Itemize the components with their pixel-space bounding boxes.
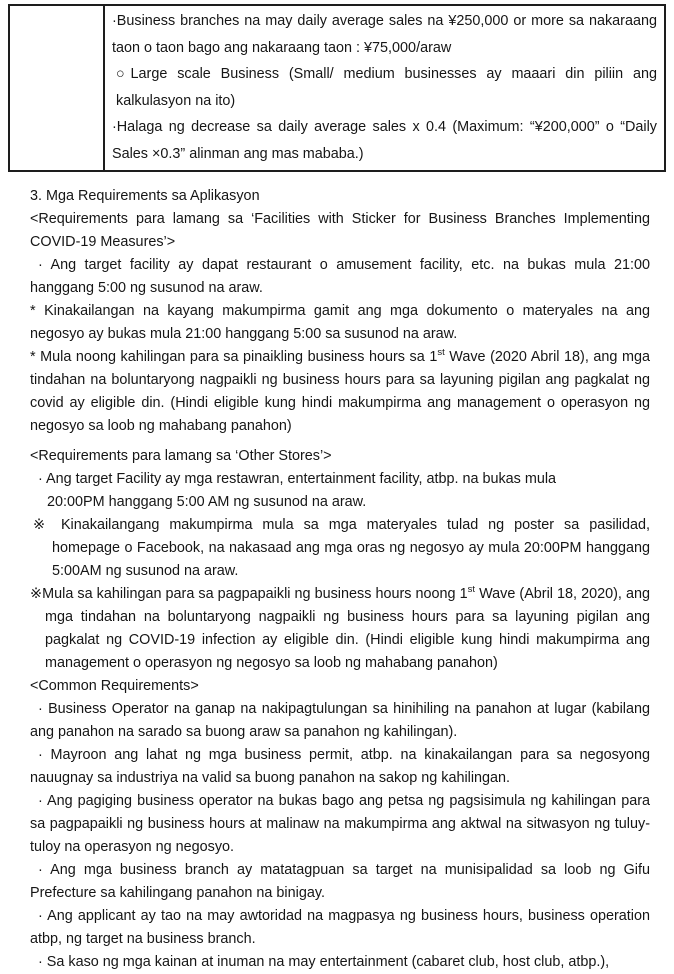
table-cell-content (104, 5, 665, 171)
first-wave-text-pre: * Mula noong kahilingan para sa pinaikling business hours sa 1 (30, 349, 438, 365)
common-bullet-entertainment: · Sa kaso ng mga kainan at inuman na may entertainment (cabaret club, host club, atbp.), (38, 954, 610, 970)
common-bullet-operator-continuity: · Ang pagiging business operator na bukas bago ang petsa ng pagsisimula ng kahilingan para sa pagpapaikli ng business hours at malinaw na makumpirma ang aktwal na sitwasyon ng tuluy-tuloy na operasyon ng negosyo. (30, 793, 650, 855)
document-page (0, 4, 674, 974)
table-cell-empty (9, 5, 104, 171)
sticker-requirements-title: <Requirements para lamang sa ‘Facilities with Sticker for Business Branches Implementing COVID-19 Measures’> (30, 211, 650, 250)
sticker-note-confirmation: * Kinakailangan na kayang makumpirma gamit ang mga dokumento o materyales na ang negosyo ay bukas mula 21:00 hanggang 5:00 sa susunod na araw. (30, 303, 650, 342)
common-bullet-applicant-authority: · Ang applicant ay tao na may awtoridad na magpasya ng business hours, business operation atbp, ng target na business branch. (30, 908, 650, 947)
first-wave-text-post: Wave (Abril 18, 2020), ang mga tindahan na boluntaryong nagpaikli ng business hours para sa layuning pigilan ang pagkalat ng COVID-19 infection ay eligible din. (Hindi eligible kung hindi makumpirma ang management o operasyon ng negosyo sa loob ng mahabang panahon) (45, 586, 650, 671)
section-heading: 3. Mga Requirements sa Aplikasyon (30, 188, 260, 204)
document-body (30, 185, 650, 974)
first-wave-ordinal-suffix: st (437, 347, 445, 359)
other-note-confirmation: ※ Kinakailangang makumpirma mula sa mga materyales tulad ng poster sa pasilidad, homepage o Facebook, na nakasaad ang mga oras ng negosyo ay mula 20:00PM hanggang 5:00AM ng susunod na araw. (33, 517, 650, 579)
first-wave-text-pre: ※Mula sa kahilingan para sa pagpapaikli ng business hours noong 1 (30, 586, 468, 602)
sticker-bullet-target-facility: · Ang target facility ay dapat restaurant o amusement facility, etc. na bukas mula 21:00 hanggang 5:00 ng susunod na araw. (30, 257, 650, 296)
common-bullet-permits: · Mayroon ang lahat ng mga business permit, atbp. na kinakailangan para sa negosyong nauugnay sa industriya na valid sa buong panahon na sakop ng kahilingan. (30, 747, 650, 786)
first-wave-text-post: Wave (2020 Abril 18), ang mga tindahan na boluntaryong nagpaikli ng business hours para sa layuning pigilan ang pagkalat ng covid ay eligible din. (Hindi eligible kung hindi makumpirma ang management o operasyon ng negosyo sa loob ng mahabang panahon) (30, 349, 650, 434)
common-bullet-location-gifu: · Ang mga business branch ay matatagpuan sa target na munisipalidad sa loob ng Gifu Prefecture sa kahilingang panahon na binigay. (30, 862, 650, 901)
common-requirements-title: <Common Requirements> (30, 678, 199, 694)
other-stores-title: <Requirements para lamang sa ‘Other Stores’> (30, 448, 332, 464)
common-bullet-cooperation: · Business Operator na ganap na nakipagtulungan sa hinihiling na panahon at lugar (kabilang ang panahon na sarado sa buong araw sa panahon ng kahilingan). (30, 701, 650, 740)
table-bullet-decrease-formula: ·Halaga ng decrease sa daily average sales x 0.4 (Maximum: “¥200,000” o “Daily Sales ×0.3” alinman ang mas mababa.) (112, 119, 657, 162)
first-wave-ordinal-suffix: st (467, 584, 476, 596)
top-table (8, 4, 666, 172)
other-note-first-wave (30, 583, 650, 675)
table-note-large-scale: ○Large scale Business (Small/ medium businesses ay maaari din piliin ang kalkulasyon na ito) (116, 66, 657, 109)
table-bullet-daily-sales: ·Business branches na may daily average sales na ¥250,000 or more sa nakaraang taon o taon bago ang nakaraang taon : ¥75,000/araw (112, 13, 657, 56)
other-bullet-target-facility: · Ang target Facility ay mga restawran, entertainment facility, atbp. na bukas mula 20:00PM hanggang 5:00 AM ng susunod na araw. (38, 471, 557, 510)
sticker-note-first-wave (30, 346, 650, 438)
table-row (9, 5, 665, 171)
